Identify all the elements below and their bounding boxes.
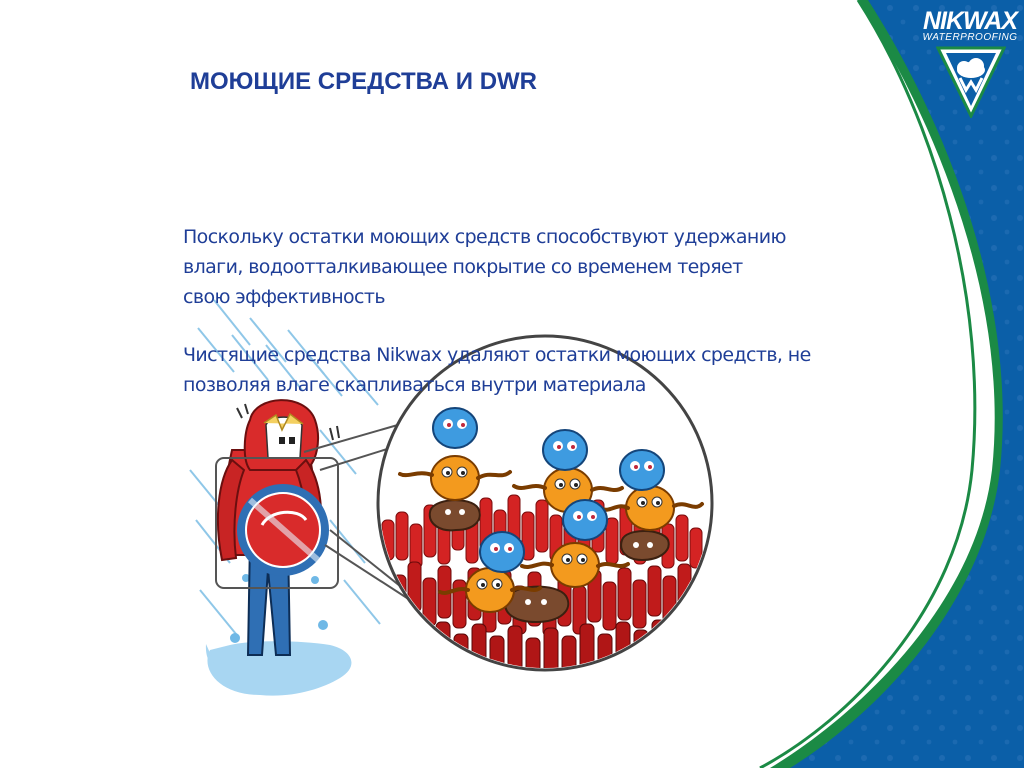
paragraph-detergent-residue: Поскольку остатки моющих средств способствуют удержанию влаги, водоотталкивающее покрытие со временем теряет свою эффективность [183, 226, 786, 308]
slide-title: МОЮЩИЕ СРЕДСТВА И DWR [190, 68, 538, 95]
paragraph-nikwax-cleaners: Чистящие средства Nikwax удаляют остатки моющих средств, не позволяя влаге скапливаться внутри материала [183, 344, 811, 396]
logo-tagline: WATERPROOFING [922, 32, 1018, 43]
logo-wordmark: NIKWAX [923, 7, 1017, 35]
